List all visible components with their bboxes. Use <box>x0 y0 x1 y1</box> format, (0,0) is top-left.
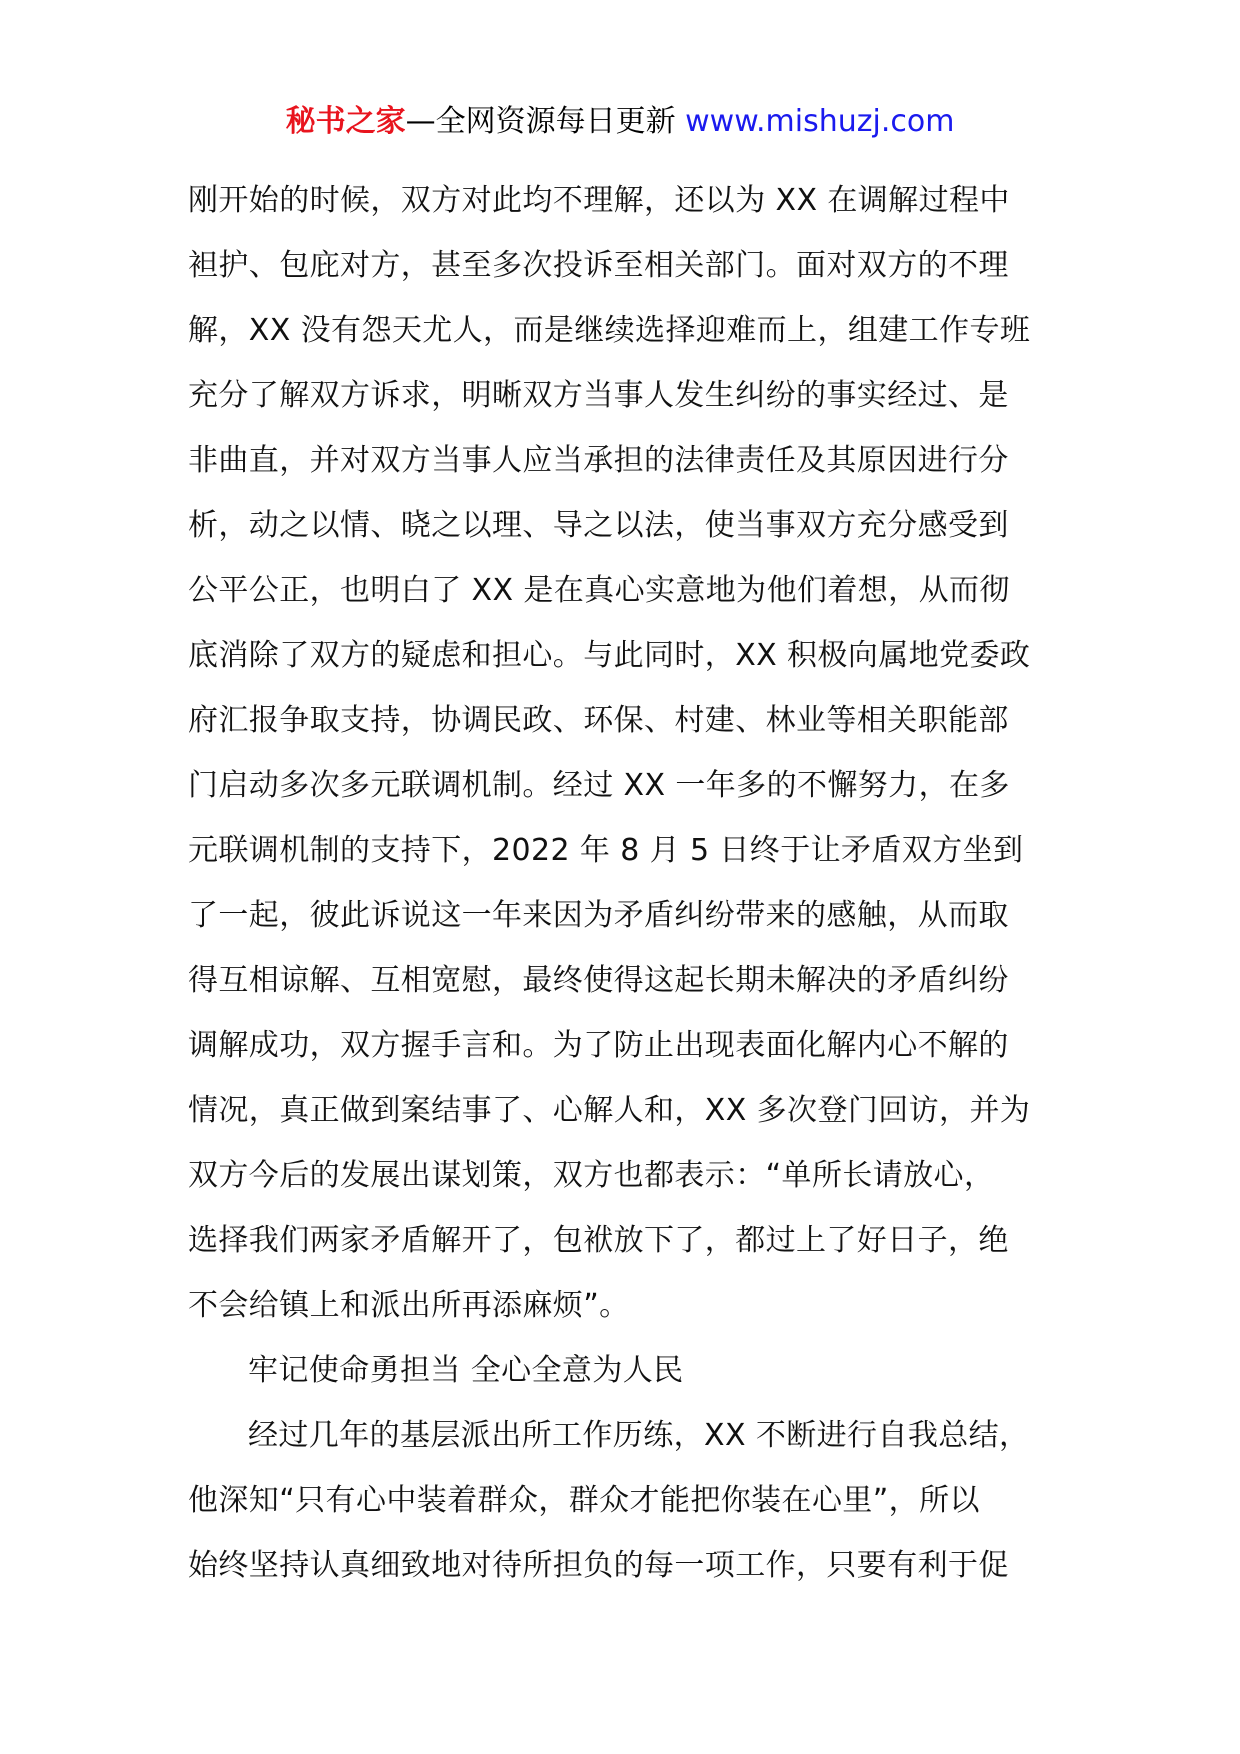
paragraph-line: 他深知“只有心中装着群众，群众才能把你装在心里”，所以 <box>188 1483 980 1518</box>
paragraph-line: 双方今后的发展出谋划策，双方也都表示：“单所长请放心， <box>188 1158 995 1193</box>
paragraph-line: 底消除了双方的疑虑和担心。与此同时，XX 积极向属地党委政 <box>188 638 1031 673</box>
paragraph-line: 选择我们两家矛盾解开了，包袱放下了，都过上了好日子，绝 <box>188 1223 1009 1258</box>
paragraph-line: 府汇报争取支持，协调民政、环保、村建、林业等相关职能部 <box>188 703 1009 738</box>
paragraph-line: 调解成功，双方握手言和。为了防止出现表面化解内心不解的 <box>188 1028 1009 1063</box>
paragraph-line: 经过几年的基层派出所工作历练，XX 不断进行自我总结， <box>248 1418 1030 1453</box>
section-heading: 牢记使命勇担当 全心全意为人民 <box>248 1353 684 1388</box>
paragraph-line: 刚开始的时候，双方对此均不理解，还以为 XX 在调解过程中 <box>188 183 1010 218</box>
paragraph-line: 门启动多次多元联调机制。经过 XX 一年多的不懈努力，在多 <box>188 768 1010 803</box>
site-header <box>0 102 1240 142</box>
site-url-link[interactable]: www.mishuzj.com <box>685 104 955 139</box>
paragraph-line: 充分了解双方诉求，明晰双方当事人发生纠纷的事实经过、是 <box>188 378 1009 413</box>
paragraph-line: 非曲直，并对双方当事人应当承担的法律责任及其原因进行分 <box>188 443 1009 478</box>
paragraph-line: 袒护、包庇对方，甚至多次投诉至相关部门。面对双方的不理 <box>188 248 1009 283</box>
paragraph-line: 元联调机制的支持下，2022 年 8 月 5 日终于让矛盾双方坐到 <box>188 833 1024 868</box>
site-tagline: —全网资源每日更新 <box>405 104 686 139</box>
paragraph-line: 析，动之以情、晓之以理、导之以法，使当事双方充分感受到 <box>188 508 1009 543</box>
site-brand: 秘书之家 <box>285 104 406 139</box>
paragraph-line: 公平公正，也明白了 XX 是在真心实意地为他们着想，从而彻 <box>188 573 1010 608</box>
paragraph-line: 解，XX 没有怨天尤人，而是继续选择迎难而上，组建工作专班 <box>188 313 1031 348</box>
paragraph-line: 情况，真正做到案结事了、心解人和，XX 多次登门回访，并为 <box>188 1093 1031 1128</box>
paragraph-line: 得互相谅解、互相宽慰，最终使得这起长期未解决的矛盾纠纷 <box>188 963 1009 998</box>
paragraph-line: 了一起，彼此诉说这一年来因为矛盾纠纷带来的感触，从而取 <box>188 898 1009 933</box>
paragraph-line: 不会给镇上和派出所再添麻烦”。 <box>188 1288 630 1323</box>
document-body <box>188 168 1060 1598</box>
paragraph-line: 始终坚持认真细致地对待所担负的每一项工作，只要有利于促 <box>188 1548 1009 1583</box>
